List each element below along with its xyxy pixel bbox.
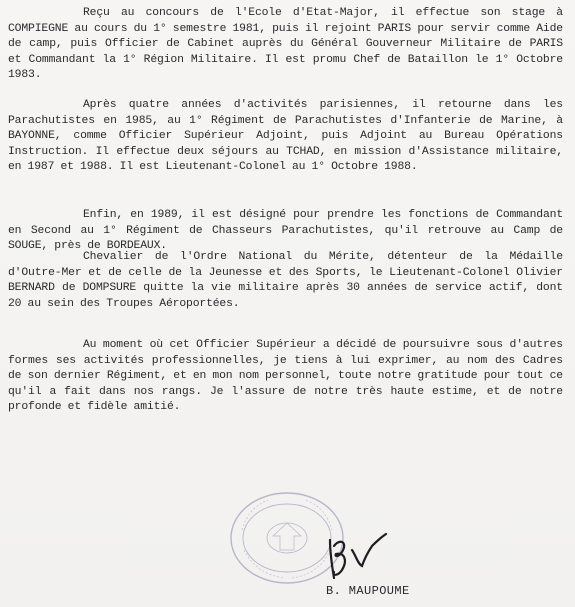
paragraph-parachutistes: Après quatre années d'activités parisiennes, il retourne dans les Parachutistes en 1985, au 1° Régiment de Parachutistes d'Infanterie de Marine, à BAYONNE, comme Officier Supérieur Adjoint, puis Adjoint au Bureau Opérations Instruction. Il effectue deux séjours au TCHAD, en mission d'Assistance militaire, en 1987 et 1988. Il est Lieutenant-Colonel au 1° Octobre 1988. — [8, 99, 563, 174]
paragraph-gratitude: Au moment où cet Officier Supérieur a décidé de poursuivre sous d'autres formes ses activités professionnelles, je tiens à lui exprimer, au nom des Cadres de son dernier Régiment, et en mon nom personnel, toute notre gratitude pour tout ce qu'il a fait dans nos rangs. Je l'assure de notre très haute estime, et de notre profonde et fidèle amitié. — [8, 339, 563, 414]
paragraph-commandant-second: Enfin, en 1989, il est désigné pour prendre les fonctions de Commandant en Second au 1° Régiment de Chasseurs Parachutistes, qu'il retrouve au Camp de SOUGE, près de BORDEAUX. — [8, 209, 563, 253]
paragraph-decorations: Chevalier de l'Ordre National du Mérite, détenteur de la Médaille d'Outre-Mer et de celle de la Jeunesse et des Sports, le Lieutenant-Colonel Olivier BERNARD de DOMPSURE quitte la vie militaire après 30 années de service actif, dont 20 au sein des Troupes Aéroportées. — [8, 251, 563, 310]
signatory-name: B. MAUPOUME — [326, 584, 410, 598]
paragraph-ecole-etat-major: Reçu au concours de l'Ecole d'Etat-Major, il effectue son stage à COMPIEGNE au cours du 1° semestre 1981, puis il rejoint PARIS pour servir comme Aide de camp, puis Officier de Cabinet auprès du Général Gouverneur Militaire de PARIS et Commandant la 1° Région Militaire. Il est promu Chef de Bataillon le 1° Octobre 1983. — [8, 7, 563, 82]
handwritten-signature — [322, 526, 392, 586]
